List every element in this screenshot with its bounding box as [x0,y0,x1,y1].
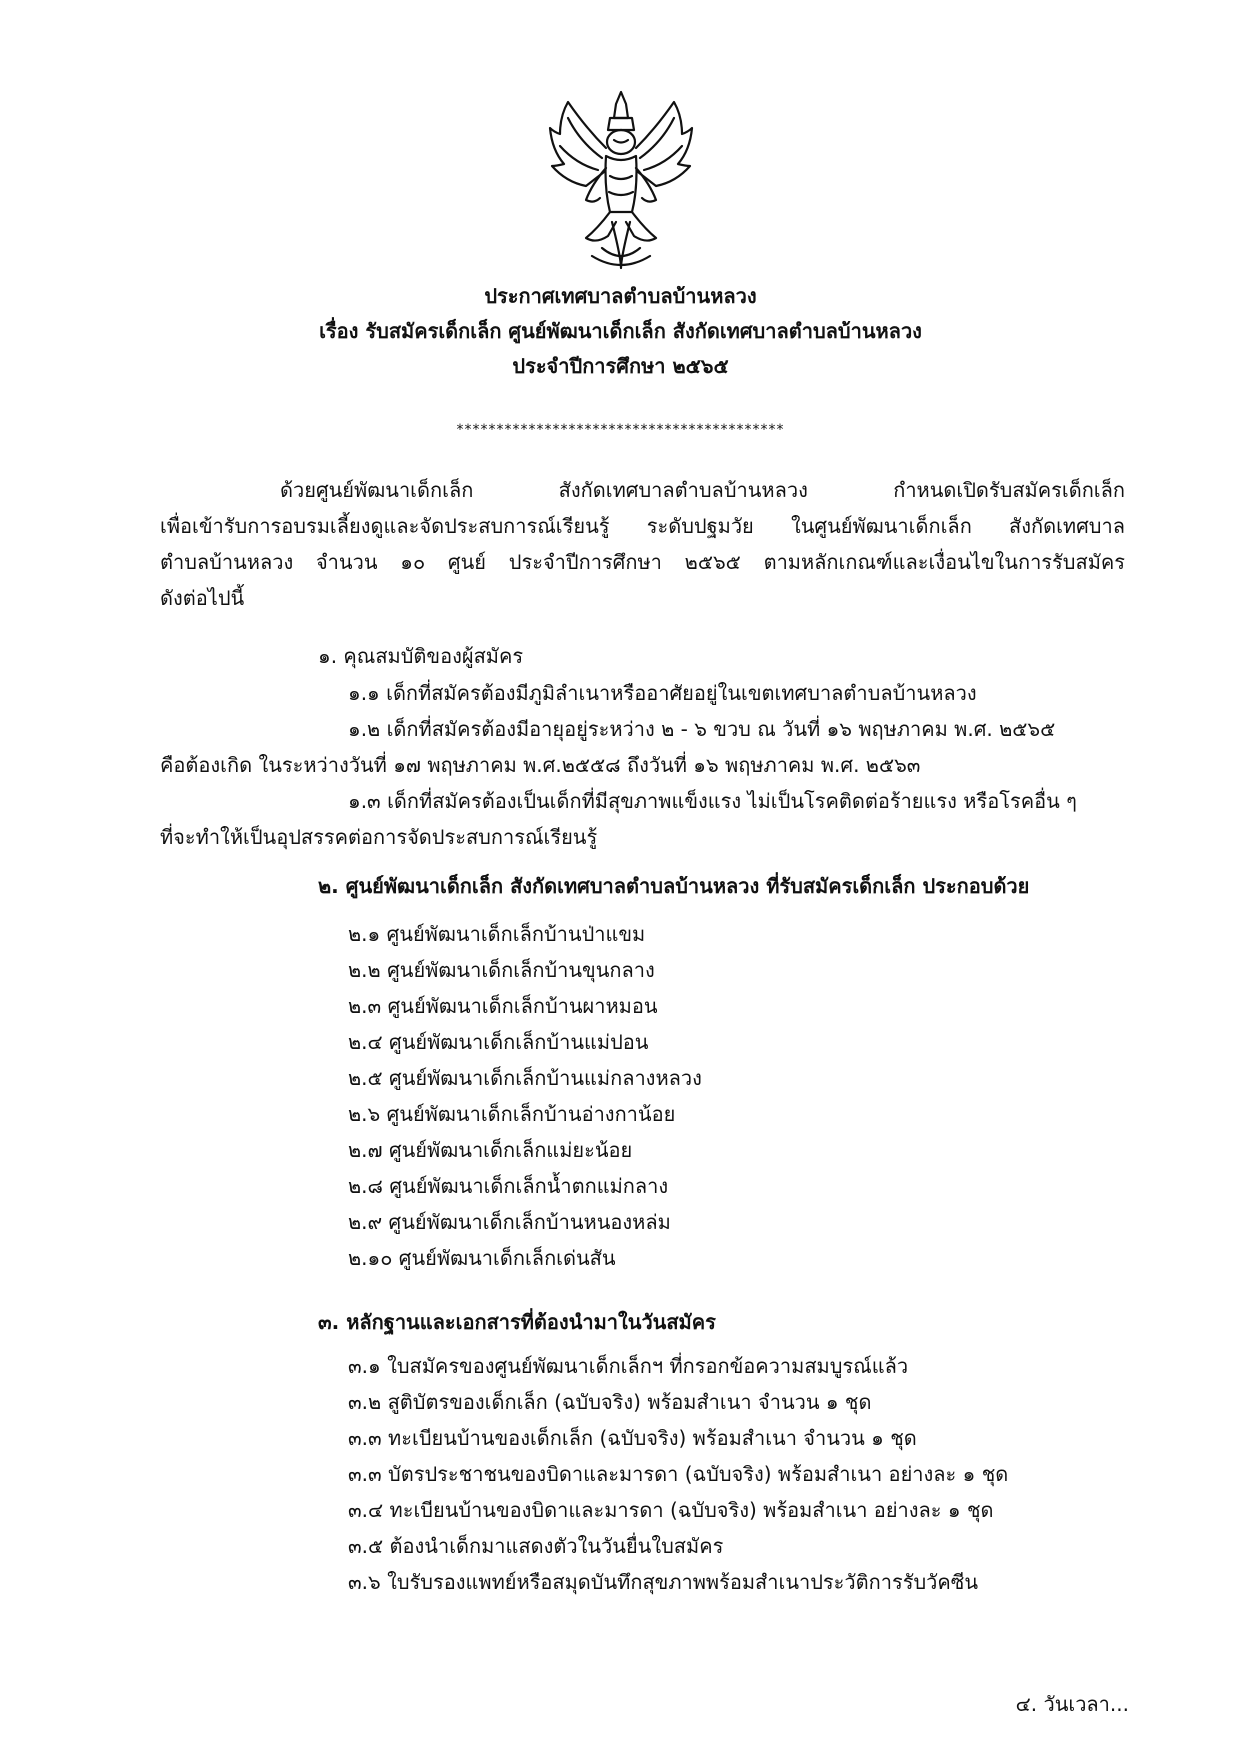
center-list-item: ๒.๑ ศูนย์พัฒนาเด็กเล็กบ้านป่าแขม [348,922,646,946]
continuation-marker: ๔. วันเวลา... [1015,1692,1129,1716]
center-list-item: ๒.๓ ศูนย์พัฒนาเด็กเล็กบ้านผาหมอน [348,994,658,1018]
intro-line-1: ด้วยศูนย์พัฒนาเด็กเล็ก สังกัดเทศบาลตำบลบ้านหลวง กำหนดเปิดรับสมัครเด็กเล็ก [280,478,1125,502]
document-list-item: ๓.๑ ใบสมัครของศูนย์พัฒนาเด็กเล็กฯ ที่กรอกข้อความสมบูรณ์แล้ว [348,1354,909,1378]
separator-line: ***************************************** [456,422,785,438]
center-list-item: ๒.๑๐ ศูนย์พัฒนาเด็กเล็กเด่นสัน [348,1246,616,1270]
intro-line-2: เพื่อเข้ารับการอบรมเลี้ยงดูและจัดประสบการณ์เรียนรู้ ระดับปฐมวัย ในศูนย์พัฒนาเด็กเล็ก สังกัดเทศบาล [160,514,1125,538]
document-title: ประกาศเทศบาลตำบลบ้านหลวง [484,284,757,308]
center-list-item: ๒.๕ ศูนย์พัฒนาเด็กเล็กบ้านแม่กลางหลวง [348,1066,702,1090]
center-list-item: ๒.๘ ศูนย์พัฒนาเด็กเล็กน้ำตกแม่กลาง [348,1174,669,1198]
center-list-item: ๒.๗ ศูนย์พัฒนาเด็กเล็กแม่ยะน้อย [348,1138,633,1162]
center-list-item: ๒.๔ ศูนย์พัฒนาเด็กเล็กบ้านแม่ปอน [348,1030,649,1054]
document-list-item: ๓.๕ ต้องนำเด็กมาแสดงตัวในวันยื่นใบสมัคร [348,1534,724,1558]
center-list-item: ๒.๒ ศูนย์พัฒนาเด็กเล็กบ้านขุนกลาง [348,958,655,982]
section-2-heading: ๒. ศูนย์พัฒนาเด็กเล็ก สังกัดเทศบาลตำบลบ้านหลวง ที่รับสมัครเด็กเล็ก ประกอบด้วย [318,874,1030,898]
intro-paragraph [160,472,1125,616]
garuda-emblem-icon [546,88,696,273]
section-1-item-3-cont: ที่จะทำให้เป็นอุปสรรคต่อการจัดประสบการณ์เรียนรู้ [160,825,598,849]
section-1-item-2-cont: คือต้องเกิด ในระหว่างวันที่ ๑๗ พฤษภาคม พ.ศ.๒๕๕๘ ถึงวันที่ ๑๖ พฤษภาคม พ.ศ. ๒๕๖๓ [160,753,921,777]
document-list-item: ๓.๓ บัตรประชาชนของบิดาและมารดา (ฉบับจริง) พร้อมสำเนา อย่างละ ๑ ชุด [348,1462,1009,1486]
intro-line-4: ดังต่อไปนี้ [160,586,245,610]
section-1-heading: ๑. คุณสมบัติของผู้สมัคร [318,644,524,668]
document-list-item: ๓.๓ ทะเบียนบ้านของเด็กเล็ก (ฉบับจริง) พร้อมสำเนา จำนวน ๑ ชุด [348,1426,917,1450]
section-1-item-3: ๑.๓ เด็กที่สมัครต้องเป็นเด็กที่มีสุขภาพแข็งแรง ไม่เป็นโรคติดต่อร้ายแรง หรือโรคอื่น ๆ [348,789,1077,813]
document-list-item: ๓.๒ สูติบัตรของเด็กเล็ก (ฉบับจริง) พร้อมสำเนา จำนวน ๑ ชุด [348,1390,872,1414]
document-list-item: ๓.๖ ใบรับรองแพทย์หรือสมุดบันทึกสุขภาพพร้อมสำเนาประวัติการรับวัคซีน [348,1570,978,1594]
document-list-item: ๓.๔ ทะเบียนบ้านของบิดาและมารดา (ฉบับจริง) พร้อมสำเนา อย่างละ ๑ ชุด [348,1498,994,1522]
center-list-item: ๒.๖ ศูนย์พัฒนาเด็กเล็กบ้านอ่างกาน้อย [348,1102,676,1126]
section-1-item-2: ๑.๒ เด็กที่สมัครต้องมีอายุอยู่ระหว่าง ๒ - ๖ ขวบ ณ วันที่ ๑๖ พฤษภาคม พ.ศ. ๒๕๖๕ [348,717,1056,741]
document-subject: เรื่อง รับสมัครเด็กเล็ก ศูนย์พัฒนาเด็กเล็ก สังกัดเทศบาลตำบลบ้านหลวง [319,319,922,343]
section-1-item-1: ๑.๑ เด็กที่สมัครต้องมีภูมิลำเนาหรืออาศัยอยู่ในเขตเทศบาลตำบลบ้านหลวง [348,681,977,705]
section-3-heading: ๓. หลักฐานและเอกสารที่ต้องนำมาในวันสมัคร [318,1310,716,1334]
document-academic-year: ประจำปีการศึกษา ๒๕๖๕ [512,354,729,378]
intro-line-3: ตำบลบ้านหลวง จำนวน ๑๐ ศูนย์ ประจำปีการศึกษา ๒๕๖๕ ตามหลักเกณฑ์และเงื่อนไขในการรับสมัคร [160,550,1125,574]
center-list-item: ๒.๙ ศูนย์พัฒนาเด็กเล็กบ้านหนองหล่ม [348,1210,671,1234]
